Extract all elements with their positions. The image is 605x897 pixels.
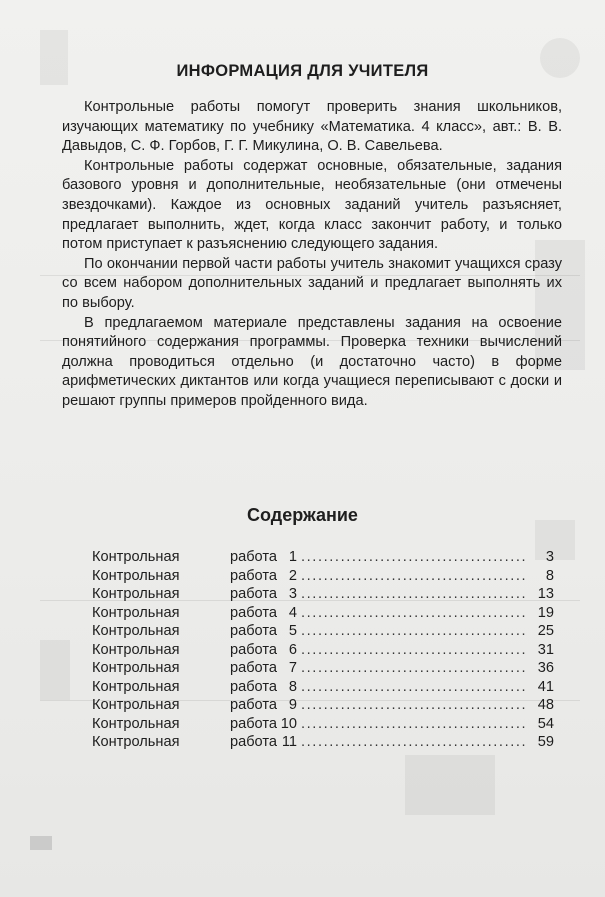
toc-dot-leader [301,678,528,697]
toc-number: 4 [288,604,297,621]
toc-label [92,733,277,752]
toc-word-1: Контрольная [92,697,180,713]
toc-number: 3 [288,586,297,602]
toc-page-number: 48 [537,697,554,713]
toc-dot-leader [301,715,528,734]
toc-entry [92,715,554,734]
toc-page-number: 8 [545,567,554,584]
toc-page-number: 54 [537,715,554,732]
toc-label [92,567,277,586]
toc-word-2: работа [229,697,277,713]
toc-entry [92,641,554,660]
contents-heading: Содержание [247,505,358,525]
toc-word-1: Контрольная [92,623,180,639]
toc-page-number: 41 [537,678,554,695]
toc-dot-leader [301,548,528,567]
toc-dot-leader [301,622,528,641]
toc-label [92,604,277,623]
toc-word-2: работа [229,604,277,621]
page-title: ИНФОРМАЦИЯ ДЛЯ УЧИТЕЛЯ [176,62,429,80]
toc-page-number: 25 [537,623,554,639]
toc-entry [92,567,554,586]
toc-dot-leader [301,641,528,660]
toc-label [92,678,277,697]
toc-word-1: Контрольная [92,734,180,750]
bleed-through-mark [40,640,70,700]
toc-entry [92,604,554,623]
toc-dot-leader [301,567,528,586]
toc-entry [92,659,554,678]
toc-dot-leader [301,733,528,752]
teacher-info-text [62,98,562,412]
toc-entry [92,678,554,697]
toc-number: 9 [288,697,297,713]
toc-page-number: 19 [537,604,554,621]
bleed-through-mark [405,755,495,815]
toc-word-2: работа [229,734,277,750]
toc-number: 1 [288,549,297,565]
toc-number: 6 [288,641,297,658]
toc-word-2: работа [229,623,277,639]
toc-label [92,641,277,660]
toc-word-1: Контрольная [92,567,180,584]
toc-word-2: работа [229,567,277,584]
table-of-contents [92,548,554,752]
toc-number: 8 [288,678,297,695]
toc-word-1: Контрольная [92,586,180,602]
toc-label [92,659,277,678]
paragraph: Контрольные работы содержат основные, обязательные, задания базового уровня и дополнительные, необязательные (они отмечены звездочками). Каждое из основных заданий учитель разъясняет, предлагает выполнить, ждет, когда класс закончит работу, и только потом приступает к разъяснению следующего задания. [62,157,562,253]
toc-page-number: 13 [537,586,554,602]
paragraph: Контрольные работы помогут проверить знания школьников, изучающих математику по учебнику «Математика. 4 класс», авт.: В. В. Давыдов, С. Ф. Горбов, Г. Г. Микулина, О. В. Савельева. [62,99,562,155]
toc-entry [92,548,554,567]
toc-entry [92,733,554,752]
toc-label [92,622,277,641]
toc-label [92,715,277,734]
toc-dot-leader [301,604,528,623]
toc-word-2: работа [229,678,277,695]
toc-page-number: 3 [545,549,554,565]
toc-word-1: Контрольная [92,549,180,565]
toc-word-1: Контрольная [92,715,180,732]
toc-number: 10 [280,715,297,732]
toc-word-2: работа [229,660,277,676]
toc-word-2: работа [229,715,277,732]
toc-entry [92,585,554,604]
bleed-through-mark [30,836,52,850]
toc-entry [92,696,554,715]
toc-page-number: 31 [537,641,554,658]
toc-label [92,696,277,715]
toc-label [92,548,277,567]
toc-word-2: работа [229,586,277,602]
toc-word-2: работа [229,549,277,565]
toc-word-1: Контрольная [92,641,180,658]
toc-entry [92,622,554,641]
toc-number: 11 [281,734,297,750]
toc-label [92,585,277,604]
toc-number: 5 [288,623,297,639]
toc-number: 7 [288,660,297,676]
toc-dot-leader [301,696,528,715]
toc-word-1: Контрольная [92,678,180,695]
toc-page-number: 36 [537,660,554,676]
paragraph: По окончании первой части работы учитель знакомит учащихся сразу со всем набором дополнительных заданий и предлагает выполнять их по выбору. [62,255,562,311]
toc-page-number: 59 [537,734,554,750]
toc-dot-leader [301,659,528,678]
toc-dot-leader [301,585,528,604]
paragraph: В предлагаемом материале представлены задания на освоение понятийного содержания программы. Проверка техники вычислений должна проводиться отдельно (и достаточно часто) в форме арифметических диктантов или когда учащиеся переписывают с доски и решают группы примеров пройденного вида. [62,314,562,409]
toc-word-1: Контрольная [92,660,180,676]
toc-number: 2 [288,567,297,584]
toc-word-1: Контрольная [92,604,180,621]
toc-word-2: работа [229,641,277,658]
